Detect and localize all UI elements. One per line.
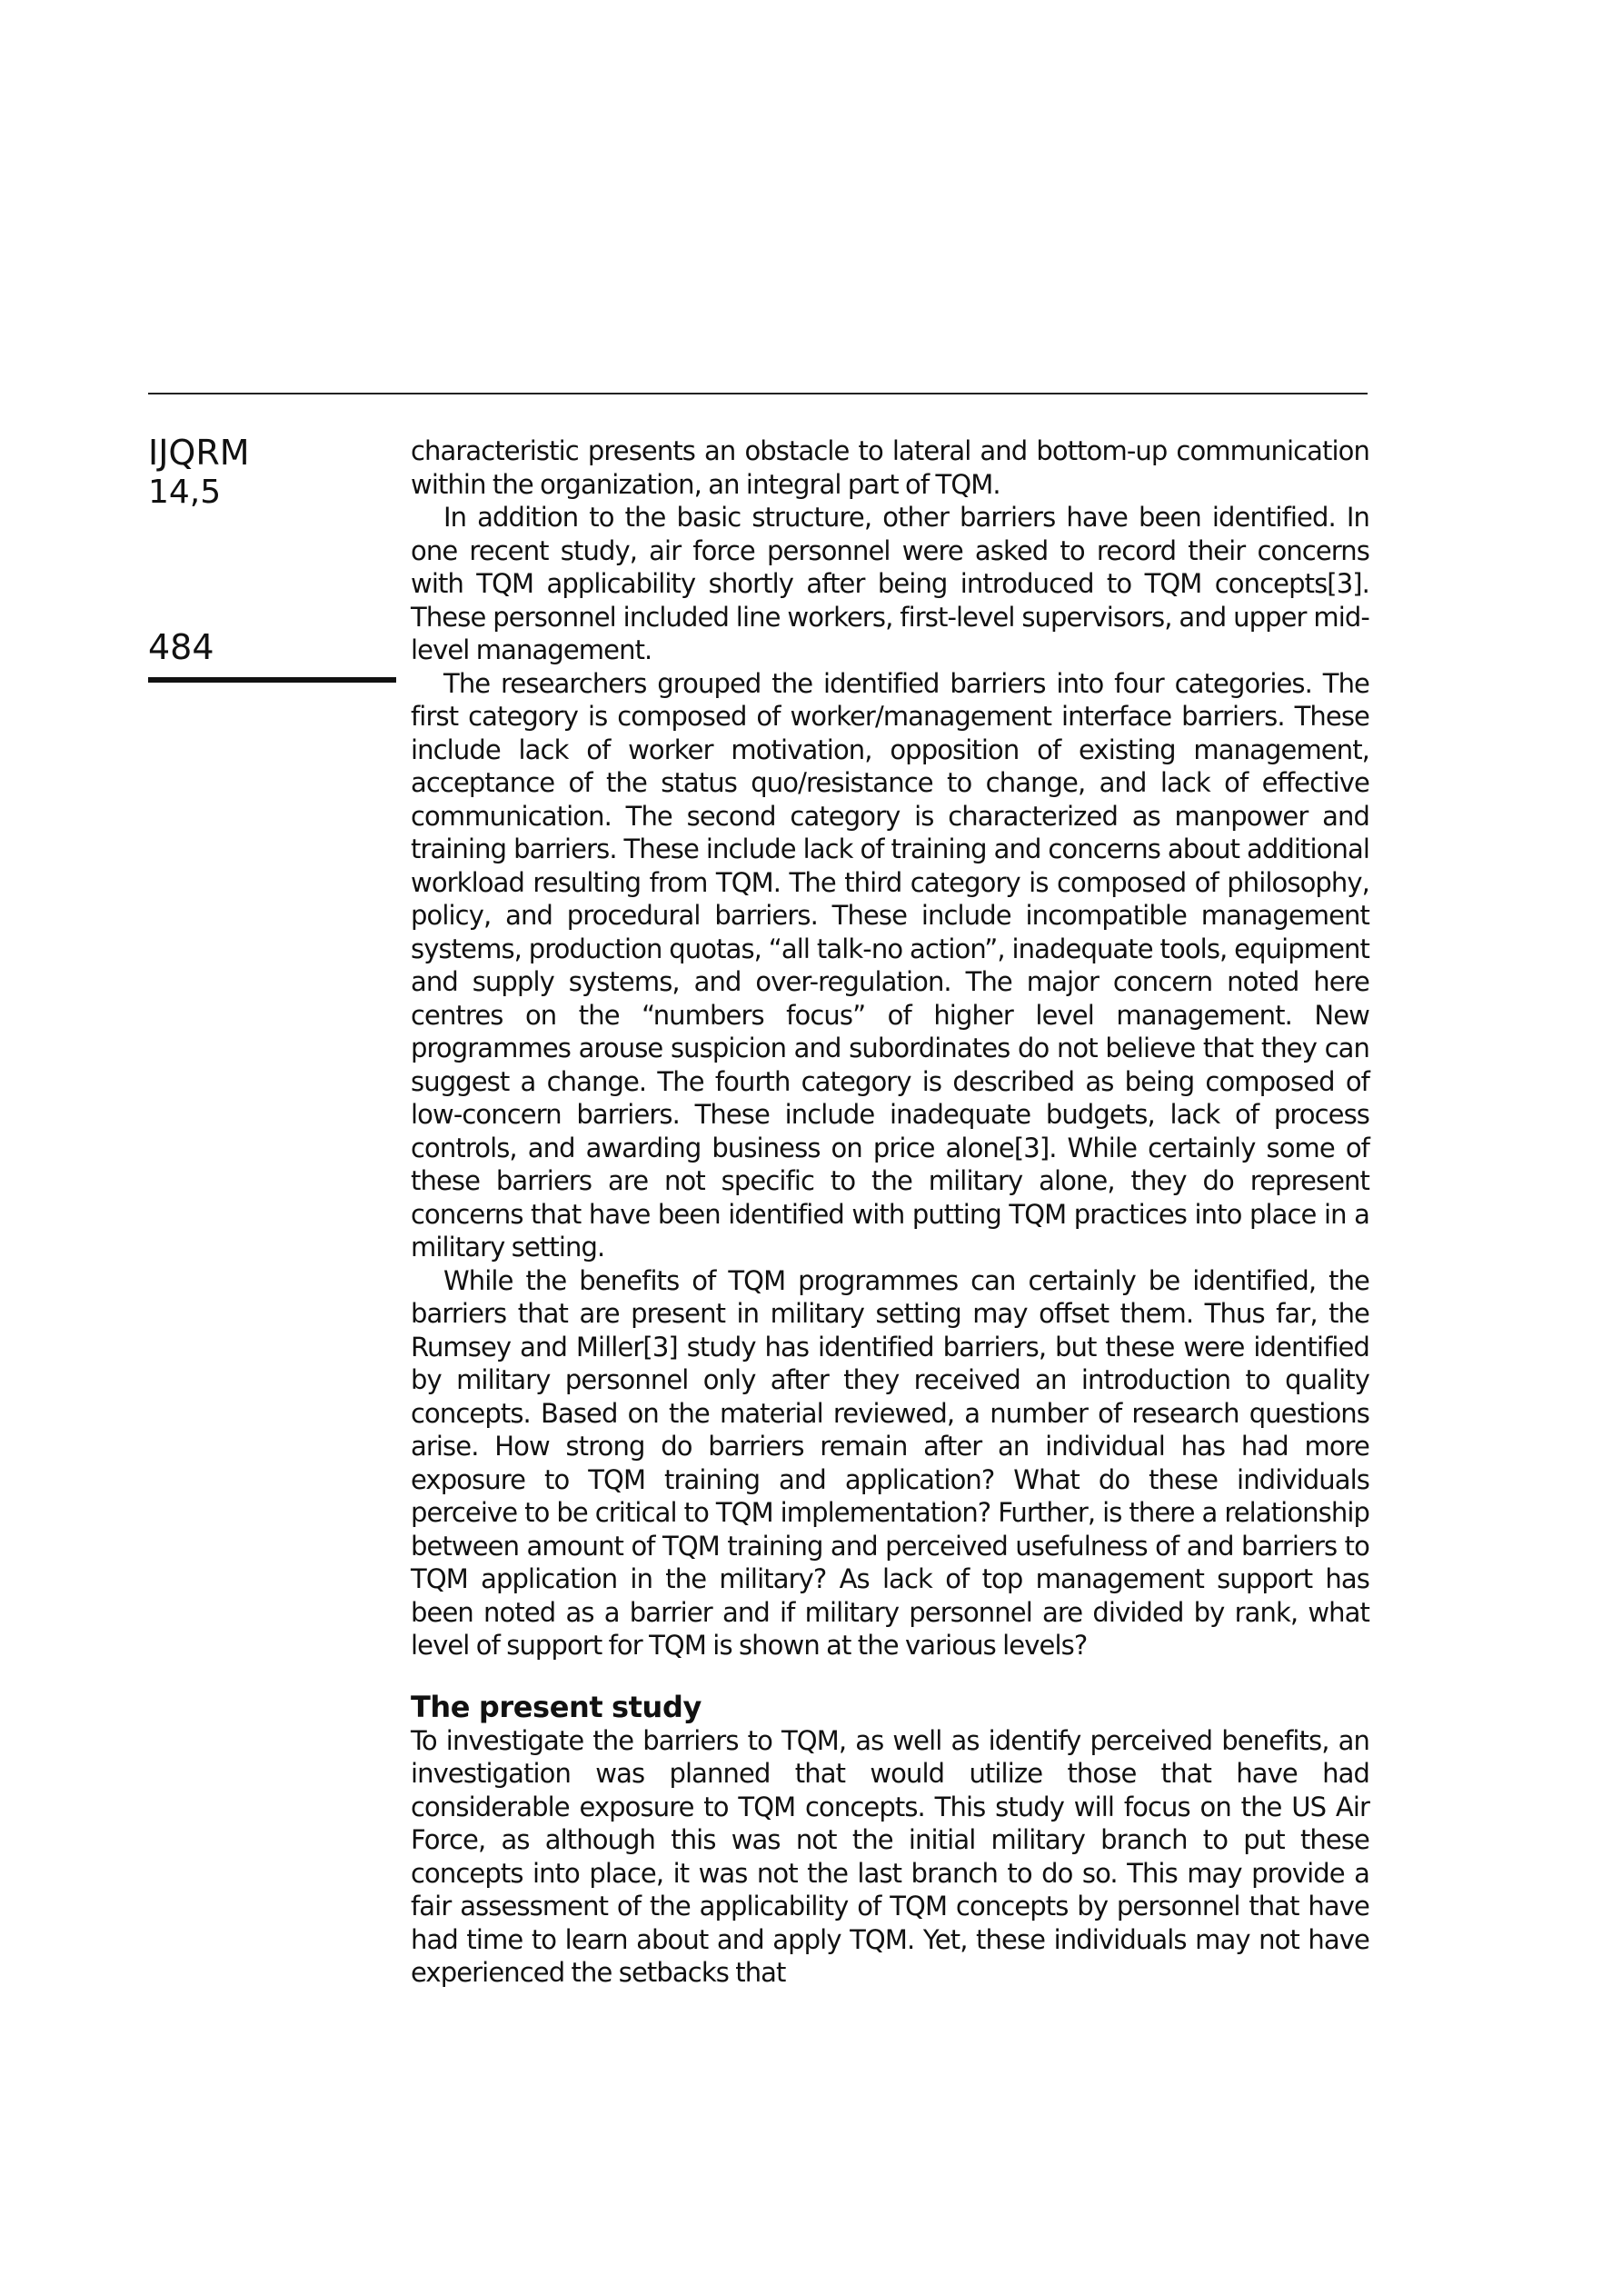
journal-volume: 14,5	[148, 474, 222, 511]
paragraph: While the benefits of TQM programmes can certainly be identified, the barriers that are present in military setting may offset them. Thus far, the Rumsey and Miller[3] study has identified barriers, but these were identified by military personnel only after they received an introduction to quality concepts. Based on the material reviewed, a number of research questions arise. How strong do barriers remain after an individual has had more exposure to TQM training and application? What do these individuals perceive to be critical to TQM implementation? Further, is there a relationship between amount of TQM training and perceived usefulness of and barriers to TQM application in the military? As lack of top management support has been noted as a barrier and if military personnel are divided by rank, what level of support for TQM is shown at the various levels?	[411, 1264, 1369, 1661]
section-heading: The present study	[411, 1689, 702, 1724]
page-number-rule	[148, 677, 396, 683]
page-number: 484	[148, 627, 214, 667]
top-rule	[148, 393, 1368, 394]
paragraph: characteristic presents an obstacle to lateral and bottom-up communication within the organization, an integral part of TQM.	[411, 435, 1369, 500]
running-head	[148, 433, 384, 513]
journal-name: IJQRM	[148, 433, 250, 473]
paragraph: The researchers grouped the identified barriers into four categories. The first category is composed of worker/management interface barriers. These include lack of worker motivation, opposition of existing management, acceptance of the status quo/resistance to change, and lack of effective communication. The second category is characterized as manpower and training barriers. These include lack of training and concerns about additional workload resulting from TQM. The third category is composed of philosophy, policy, and procedural barriers. These include incompatible management systems, production quotas, “all talk-no action”, inadequate tools, equipment and supply systems, and over-regulation. The major concern noted here centres on the “numbers focus” of higher level management. New programmes arouse suspicion and subordinates do not believe that they can suggest a change. The fourth category is described as being composed of low-concern barriers. These include inadequate budgets, lack of process controls, and awarding business on price alone[3]. While certainly some of these barriers are not specific to the military alone, they do represent concerns that have been identified with putting TQM practices into place in a military setting.	[411, 667, 1369, 1263]
paragraph: To investigate the barriers to TQM, as well as identify perceived benefits, an investigation was planned that would utilize those that have had considerable exposure to TQM concepts. This study will focus on the US Air Force, as although this was not the initial military branch to put these concepts into place, it was not the last branch to do so. This may provide a fair assessment of the applicability of TQM concepts by personnel that have had time to learn about and apply TQM. Yet, these individuals may not have experienced the setbacks that	[411, 1724, 1369, 1988]
body-text	[411, 434, 1369, 1990]
paragraph: In addition to the basic structure, other barriers have been identified. In one recent study, air force personnel were asked to record their concerns with TQM applicability shortly after being introduced to TQM concepts[3]. These personnel included line workers, first-level supervisors, and upper mid-level management.	[411, 502, 1369, 665]
